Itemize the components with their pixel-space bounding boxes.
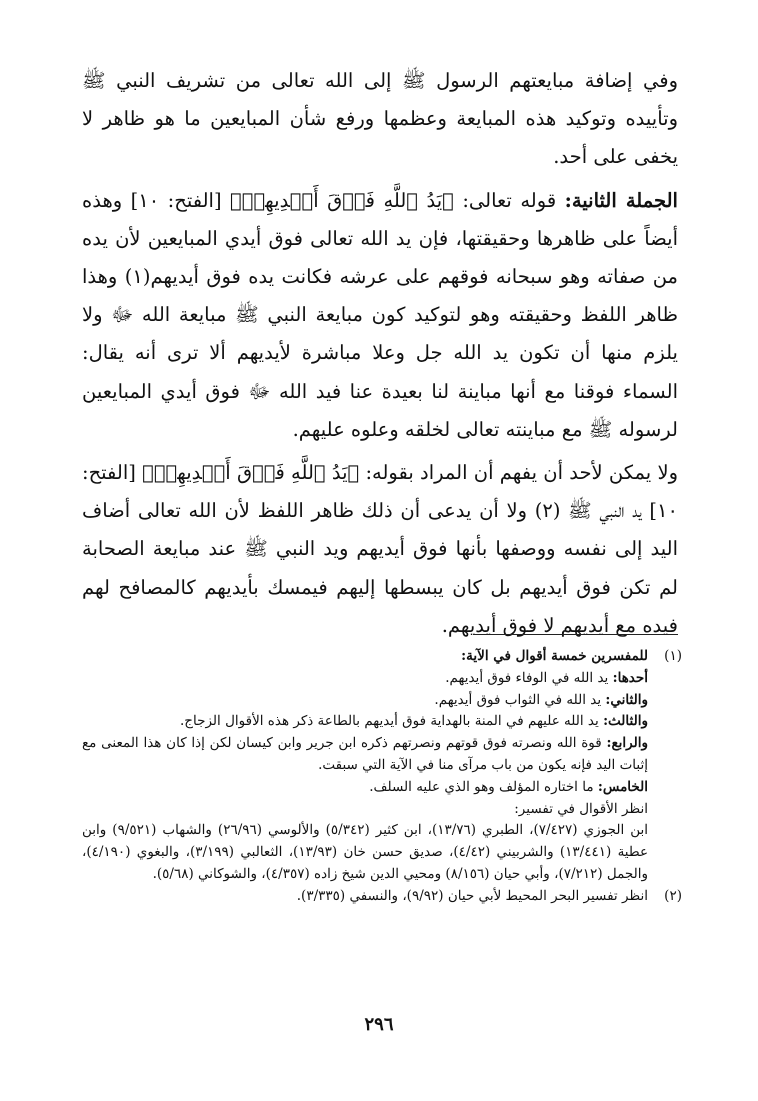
footnote-2-number: (٢): [664, 887, 682, 904]
paragraph-1: وفي إضافة مبايعتهم الرسول ﷺ إلى الله تعالى من تشريف النبي ﷺ وتأييده وتوكيد هذه المبايعة وعظمها ورفع شأن المبايعين ما هو ظاهر لا يخفى على أحد.: [82, 69, 678, 169]
paragraph-2: [82, 182, 678, 449]
paragraph-2-heading: الجملة الثانية:: [564, 188, 678, 212]
footnote-1-title: للمفسرين خمسة أقوال في الآية:: [461, 648, 648, 664]
footnote-line: [82, 733, 648, 777]
main-text: [82, 62, 678, 645]
footnote-line-label: والثالث:: [603, 713, 648, 730]
footnote-line-text: ابن الجوزي (٧/٤٢٧)، الطبري (١٣/٧٦)، ابن كثير (٥/٣٤٢) والألوسي (٢٦/٩٦) والشهاب (٩/٥٢١) وابن عطية (١٣/٤٤١) والشربيني (٤/٤٢)، صديق حسن خان (١٣/٩٣)، الثعالبي (٣/١٩٩)، والبغوي (٤/١٩٠)، والجمل (٧/٢١٢)، وأبي حيان (٨/١٥٦) ومحيي الدين شيخ زاده (٤/٣٥٧)، والشوكاني (٥/٦٨).: [82, 822, 649, 882]
footnote-line-label: والرابع:: [606, 735, 648, 752]
footnote-2-body: انظر تفسير البحر المحيط لأبي حيان (٩/٩٢)، والنسفي (٣/٣٣٥).: [296, 887, 648, 904]
footnote-1: [82, 646, 682, 886]
footnote-line-text: يد الله في الوفاء فوق أيديهم.: [445, 669, 613, 686]
footnote-line-label: أحدها:: [612, 669, 648, 686]
footnote-line: [82, 711, 648, 733]
footnote-line-text: قوة الله ونصرته فوق قوتهم ونصرتهم ذكره ابن جرير وابن كيسان لكن إذا كان هذا المعنى مع إثبات اليد فإنه يكون من باب مرآى منا في الآية التي سبقت.: [82, 735, 648, 773]
footnote-line: [82, 668, 648, 690]
footnote-line: [82, 799, 648, 821]
footnote-line-text: يد الله في الثواب فوق أيديهم.: [434, 691, 606, 708]
footnote-line-text: يد الله عليهم في المنة بالهداية فوق أيديهم بالطاعة ذكر هذه الأقوال الزجاج.: [180, 713, 604, 730]
footnote-line: [82, 820, 648, 885]
footnote-1-body: [82, 646, 648, 886]
page-number: ٢٩٦: [364, 1014, 394, 1035]
footnote-line-text: ما اختاره المؤلف وهو الذي عليه السلف.: [369, 778, 598, 795]
footnote-1-number: (١): [664, 648, 682, 664]
footnote-line: [82, 690, 648, 712]
footnote-line-label: الخامس:: [597, 778, 648, 795]
footnote-line-label: والثاني:: [605, 691, 648, 708]
footnote-2: [82, 886, 682, 908]
footnote-line: [82, 777, 648, 799]
paragraph-2-text: قوله تعالى: ﴿يَدُ ٱللَّهِ فَوۡقَ أَيۡدِيهِمۡ﴾ [الفتح: ١٠] وهذه أيضاً على ظاهرها وحقيقتها، فإن يد الله تعالى فوق أيدي المبايعين لأن يده من صفاته وهو سبحانه فوقهم على عرشه فكانت يده فوق أيديهم(١) وهذا ظاهر اللفظ وحقيقته وهو لتوكيد كون مبايعة النبي ﷺ مبايعة الله ﷻ ولا يلزم منها أن تكون يد الله جل وعلا مباشرة لأيديهم ألا ترى أنه يقال: السماء فوقنا مع أنها مباينة لنا بعيدة عنا فيد الله ﷻ فوق أيدي المبايعين لرسوله ﷺ مع مباينته تعالى لخلقه وعلوه عليهم.: [82, 188, 678, 441]
footnote-line-text: انظر الأقوال في تفسير:: [514, 800, 648, 817]
paragraph-3: ولا يمكن لأحد أن يفهم أن المراد بقوله: ﴿يَدُ ٱللَّهِ فَوۡقَ أَيۡدِيهِمۡ﴾ [الفتح: ١٠] يد النبي ﷺ (٢) ولا أن يدعى أن ذلك ظاهر اللفظ لأن الله تعالى أضاف اليد إلى نفسه ووصفها بأنها فوق أيديهم ويد النبي ﷺ عند مبايعة الصحابة لم تكن فوق أيديهم بل كان يبسطها إليهم فيمسك بأيديهم كالمصافح لهم فيده مع أيديهم لا فوق أيديهم.: [82, 461, 678, 637]
footnote-separator: [473, 634, 678, 635]
footnotes: [82, 646, 682, 908]
